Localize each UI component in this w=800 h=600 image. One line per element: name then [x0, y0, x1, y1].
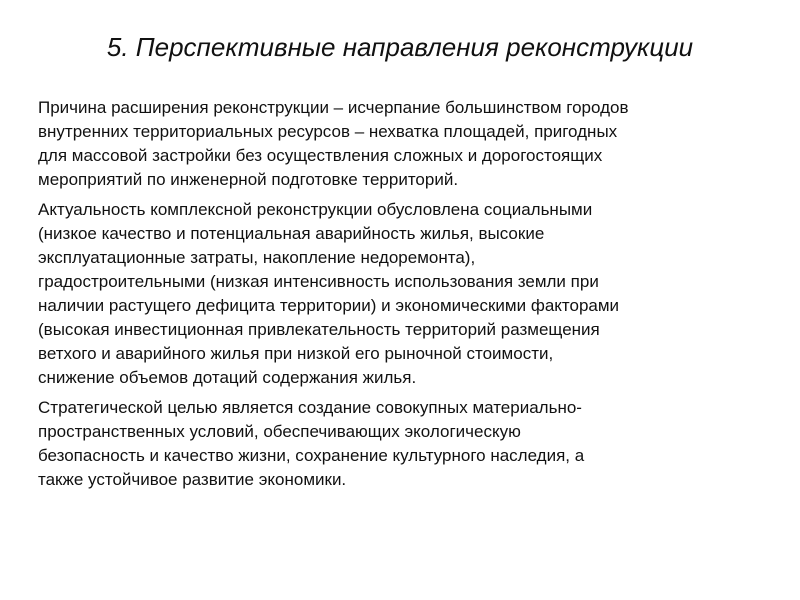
paragraph-reason [38, 96, 768, 192]
paragraph-line: для массовой застройки без осуществления сложных и дорогостоящих [38, 146, 603, 165]
slide-content [38, 96, 768, 498]
paragraph-line: безопасность и качество жизни, сохранение культурного наследия, а [38, 446, 585, 465]
paragraph-line: градостроительными (низкая интенсивность использования земли при [38, 272, 599, 291]
paragraph-line: также устойчивое развитие экономики. [38, 470, 347, 489]
paragraph-line: эксплуатационные затраты, накопление недоремонта), [38, 248, 476, 267]
paragraph-line: (низкое качество и потенциальная аварийность жилья, высокие [38, 224, 545, 243]
paragraph-line: пространственных условий, обеспечивающих экологическую [38, 422, 521, 441]
paragraph-relevance [38, 198, 768, 390]
paragraph-line: снижение объемов дотаций содержания жилья. [38, 368, 417, 387]
paragraph-strategic-goal [38, 396, 768, 492]
slide-title: 5. Перспективные направления реконструкции [106, 32, 694, 62]
paragraph-line: наличии растущего дефицита территории) и экономическими факторами [38, 296, 620, 315]
paragraph-line: ветхого и аварийного жилья при низкой его рыночной стоимости, [38, 344, 554, 363]
paragraph-line: (высокая инвестиционная привлекательность территорий размещения [38, 320, 600, 339]
paragraph-line: Причина расширения реконструкции – исчерпание большинством городов [38, 98, 629, 117]
paragraph-line: внутренних территориальных ресурсов – нехватка площадей, пригодных [38, 122, 618, 141]
paragraph-line: Стратегической целью является создание совокупных материально- [38, 398, 582, 417]
paragraph-line: мероприятий по инженерной подготовке территорий. [38, 170, 459, 189]
paragraph-line: Актуальность комплексной реконструкции обусловлена социальными [38, 200, 593, 219]
